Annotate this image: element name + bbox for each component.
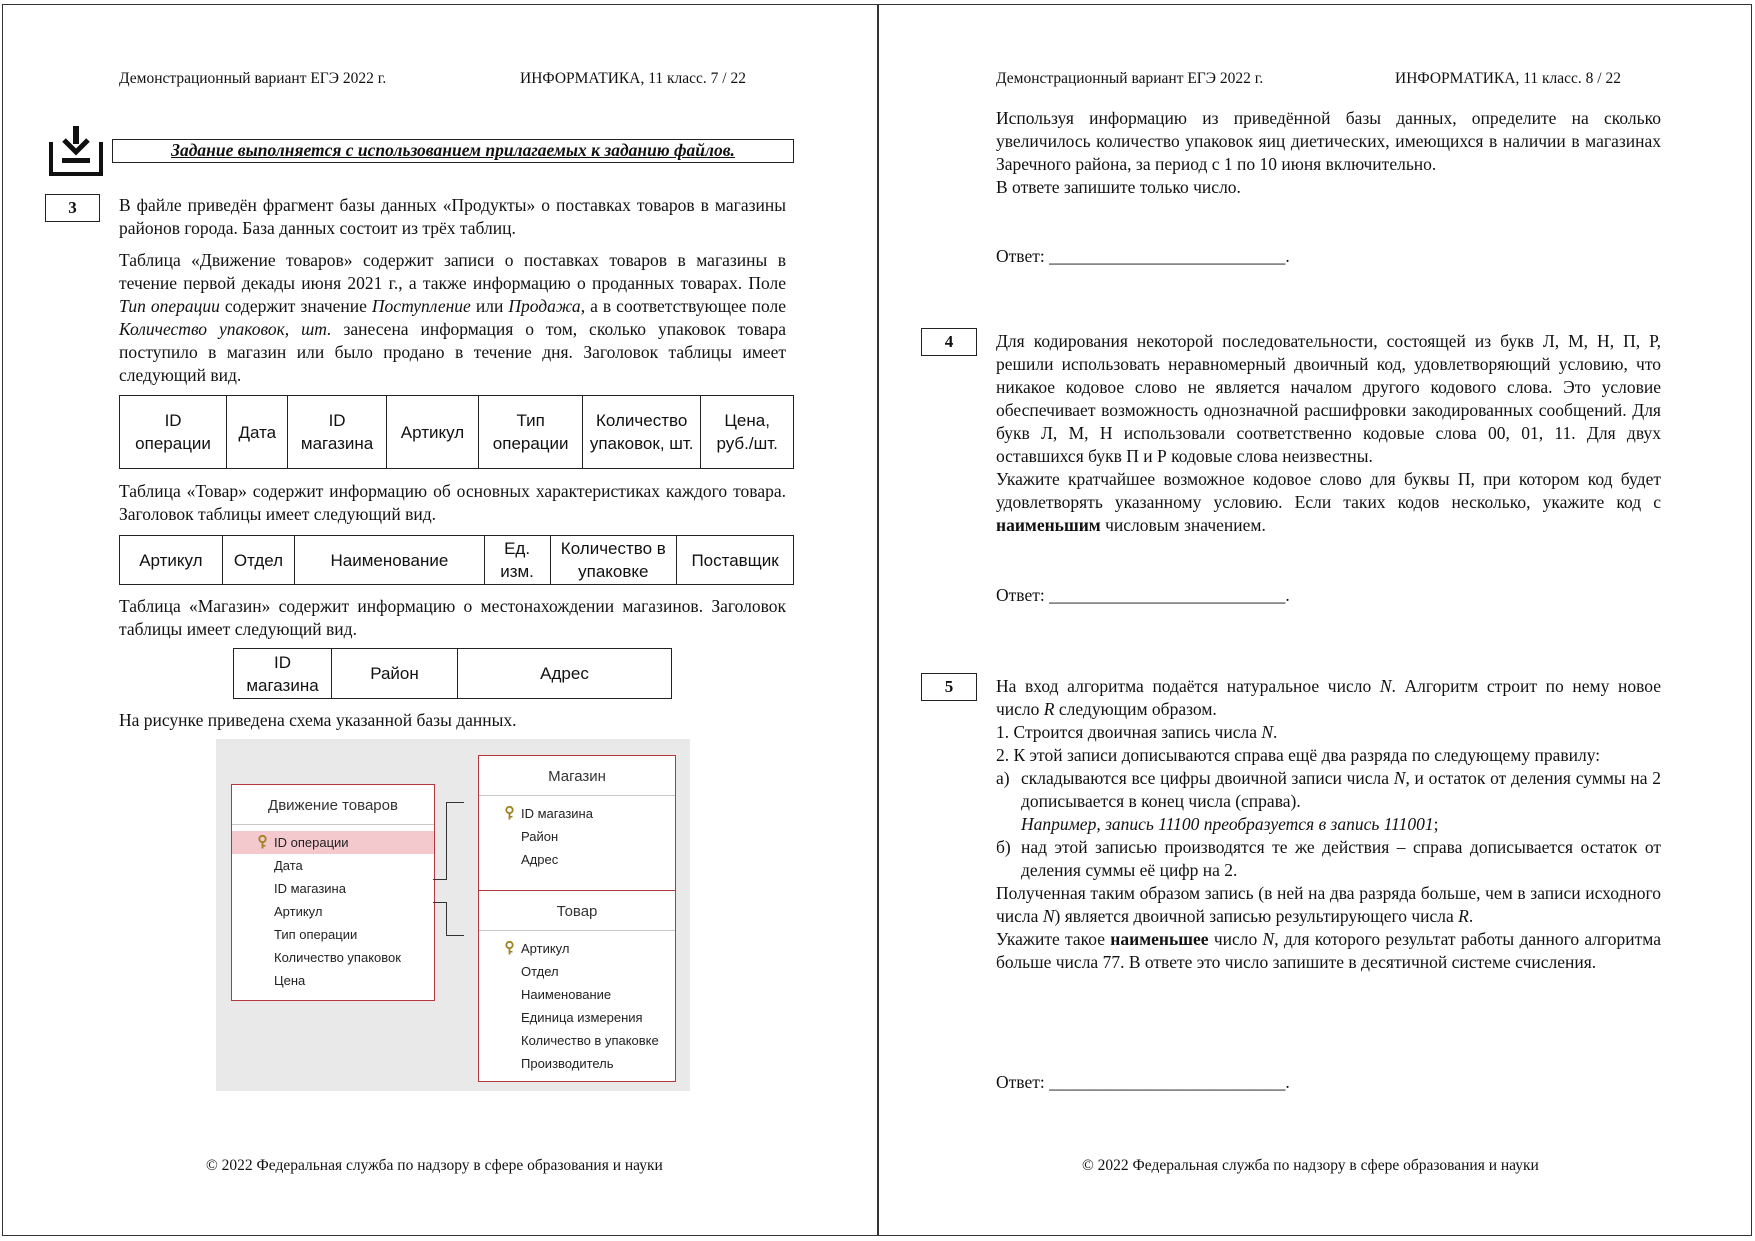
task4-question: Укажите кратчайшее возможное кодовое слово для буквы П, при котором код будет удовлетворять указанному условию. Если таких кодов несколько, укажите код с наименьшим числовым значением. <box>996 469 1661 535</box>
schema-field: Артикул <box>274 904 323 919</box>
relation-line <box>433 902 447 903</box>
relation-line <box>446 802 464 803</box>
table-cell: Количество упаковок, шт. <box>583 396 701 469</box>
table-cell: ID магазина <box>288 396 386 469</box>
table-cell: Количество в упаковке <box>550 536 677 585</box>
relation-line <box>433 879 447 880</box>
task5-para2: Полученная таким образом запись (в ней на два разряда больше, чем в записи исходного числа N) является двоичной записью результирующего числа R. <box>996 883 1661 926</box>
table-cell: Адрес <box>458 649 672 699</box>
schema-field: Тип операции <box>274 927 358 942</box>
task5-step1: 1. Строится двоичная запись числа N. <box>996 722 1278 742</box>
task3-note: В ответе запишите только число. <box>996 177 1241 197</box>
footer: © 2022 Федеральная служба по надзору в сфере образования и науки <box>1082 1157 1539 1174</box>
header-right: ИНФОРМАТИКА, 11 класс. 8 / 22 <box>1395 70 1621 87</box>
task3-question <box>996 107 1661 199</box>
task5-step2: 2. К этой записи дописываются справа ещё два разряда по следующему правилу: <box>996 745 1601 765</box>
schema-field: Адрес <box>521 852 559 867</box>
shop-header-table <box>233 648 672 699</box>
task3-para2: Таблица «Движение товаров» содержит записи о поставках товаров в магазины в течение первой декады июня 2021 г., а также информацию о проданных товарах. Поле Тип операции содержит значение Поступление или Продажа, а в соответствующее поле Количество упаковок, шт. занесена информация о том, сколько упаковок товара поступило в магазин или было продано в течение дня. Заголовок таблицы имеет следующий вид. <box>119 250 786 385</box>
schema-field: Цена <box>274 973 306 988</box>
table-cell: Тип операции <box>479 396 583 469</box>
schema-field: ID магазина <box>479 802 675 825</box>
relation-line <box>446 902 447 935</box>
key-icon <box>258 835 267 849</box>
table-cell: Дата <box>227 396 288 469</box>
schema-field: ID магазина <box>274 881 346 896</box>
schema-field: Отдел <box>521 964 559 979</box>
download-file-icon <box>49 124 103 176</box>
task4-statement: Для кодирования некоторой последовательности, состоящей из букв Л, М, Н, П, Р, решили использовать неравномерный двоичный код, удовлетворяющий условию, что никакое кодовое слово не является началом другого кодового слова. Это условие обеспечивает возможность однозначной расшифровки закодированных сообщений. Для букв Л, М, Н использовали соответственно кодовые слова 00, 01, 11. Для двух оставшихся букв П и Р кодовые слова неизвестны. <box>996 331 1661 466</box>
table-cell: ID магазина <box>234 649 332 699</box>
movement-header-table <box>119 395 794 469</box>
schema-table-movement <box>231 784 435 1001</box>
header-right: ИНФОРМАТИКА, 11 класс. 7 / 22 <box>520 70 746 87</box>
task3-para3: Таблица «Товар» содержит информацию об основных характеристиках каждого товара. Заголовок таблицы имеет следующий вид. <box>119 481 786 524</box>
table-cell: Отдел <box>222 536 294 585</box>
schema-field: Производитель <box>521 1056 614 1071</box>
answer-line-5: Ответ: ___________________________. <box>996 1072 1290 1092</box>
db-schema-diagram <box>216 739 690 1091</box>
task5-item-a: а) складываются все цифры двоичной записи числа N, и остаток от деления суммы на 2 дописывается в конец числа (справа). Например, запись 11100 преобразуется в запись 111001; <box>996 768 1661 834</box>
schema-table-title: Магазин <box>479 756 675 796</box>
table-cell: Ед. изм. <box>484 536 550 585</box>
key-icon <box>505 806 514 820</box>
table-cell: Поставщик <box>677 536 794 585</box>
header-left: Демонстрационный вариант ЕГЭ 2022 г. <box>996 70 1264 87</box>
schema-field: Количество в упаковке <box>521 1033 659 1048</box>
task5-item-b: б) над этой записью производятся те же действия – справа дописывается остаток от деления суммы её цифр на 2. <box>996 837 1661 880</box>
schema-field: Количество упаковок <box>274 950 401 965</box>
task5-intro: На вход алгоритма подаётся натуральное число N. Алгоритм строит по нему новое число R следующим образом. <box>996 676 1661 719</box>
footer: © 2022 Федеральная служба по надзору в сфере образования и науки <box>206 1157 663 1174</box>
schema-field: Артикул <box>479 937 675 960</box>
left-page <box>0 0 877 1241</box>
answer-line-4: Ответ: ___________________________. <box>996 585 1290 605</box>
task4-text <box>996 330 1661 537</box>
key-icon <box>505 941 514 955</box>
task5-question: Укажите такое наименьшее число N, для которого результат работы данного алгоритма больше числа 77. В ответе это число запишите в десятичной системе счисления. <box>996 929 1662 972</box>
right-page <box>878 0 1755 1241</box>
relation-line <box>446 802 447 880</box>
schema-table-title: Движение товаров <box>232 785 434 825</box>
answer-line-3: Ответ: ___________________________. <box>996 246 1290 266</box>
task5-text <box>996 675 1661 974</box>
table-cell: Район <box>332 649 458 699</box>
table-cell: Артикул <box>386 396 479 469</box>
task3-question-text: Используя информацию из приведённой базы данных, определите на сколько увеличилось количество упаковок яиц диетических, имеющихся в наличии в магазинах Заречного района, за период с 1 по 10 июня включительно. <box>996 108 1661 174</box>
task-number-4: 4 <box>921 328 977 356</box>
relation-line <box>446 935 464 936</box>
task3-para4: Таблица «Магазин» содержит информацию о местонахождении магазинов. Заголовок таблицы имеет следующий вид. <box>119 596 786 639</box>
header-left: Демонстрационный вариант ЕГЭ 2022 г. <box>119 70 387 87</box>
task-number-3: 3 <box>45 194 100 222</box>
task3-text <box>119 194 786 387</box>
table-cell: ID операции <box>120 396 227 469</box>
schema-field: Единица измерения <box>521 1010 643 1025</box>
schema-field: Наименование <box>521 987 612 1002</box>
goods-header-table <box>119 535 794 585</box>
task3-para1: В файле приведён фрагмент базы данных «Продукты» о поставках товаров в магазины районов города. База данных состоит из трёх таблиц. <box>119 195 786 238</box>
task3-para5: На рисунке приведена схема указанной базы данных. <box>119 710 517 730</box>
table-cell: Цена, руб./шт. <box>701 396 794 469</box>
schema-field: ID операции <box>232 831 434 854</box>
schema-field: Дата <box>274 858 303 873</box>
schema-table-shop <box>478 755 676 894</box>
table-cell: Артикул <box>120 536 223 585</box>
schema-table-title: Товар <box>479 891 675 931</box>
schema-field: Район <box>521 829 559 844</box>
schema-table-goods <box>478 890 676 1082</box>
file-notice: Задание выполняется с использованием прилагаемых к заданию файлов. <box>112 139 794 163</box>
task-number-5: 5 <box>921 673 977 701</box>
table-cell: Наименование <box>295 536 484 585</box>
